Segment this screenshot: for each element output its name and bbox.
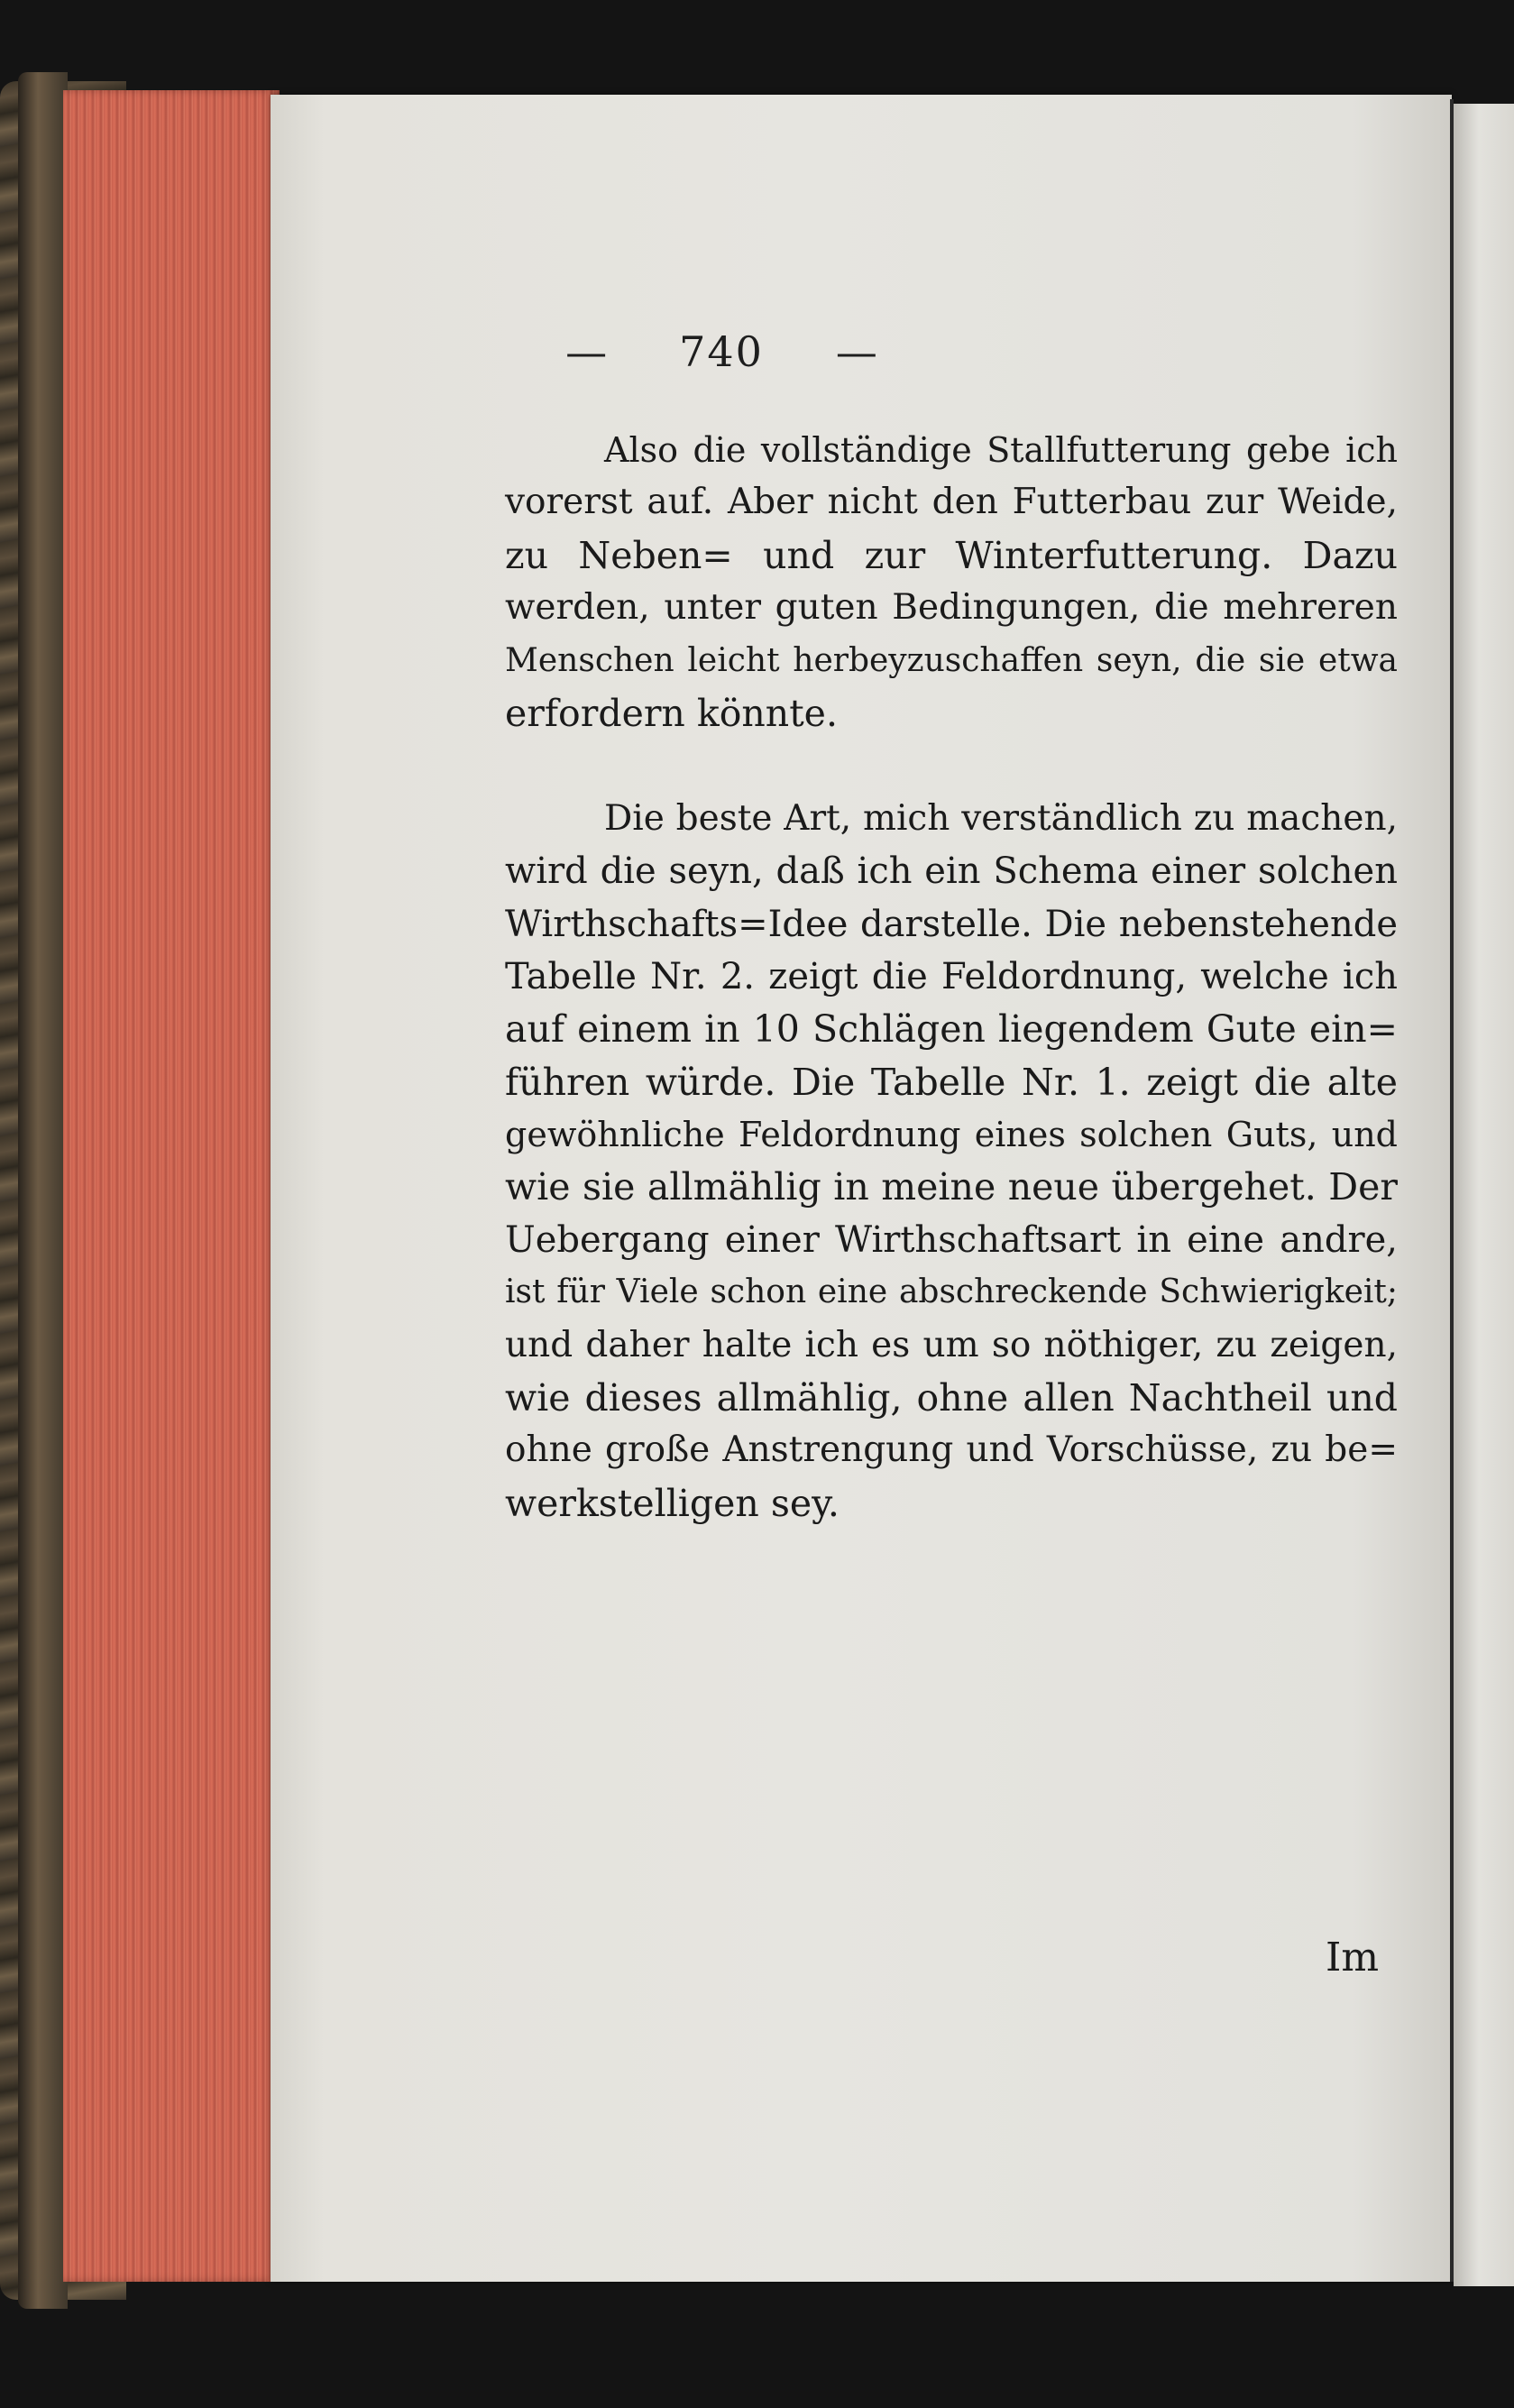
paragraph-1	[505, 424, 1398, 740]
text-line: vorerst auf. Aber nicht den Futterbau zur Weide,	[505, 482, 1398, 523]
text-line: auf einem in 10 Schlägen liegendem Gute ein=	[505, 1007, 1398, 1052]
text-line: ist für Viele schon eine abschreckende Schwierigkeit;	[505, 1273, 1398, 1311]
text-line: Also die vollständige Stallfutterung gebe ich	[604, 430, 1398, 470]
text-line: Die beste Art, mich verständlich zu machen,	[604, 797, 1398, 839]
text-line: und daher halte ich es um so nöthiger, zu zeigen,	[505, 1324, 1398, 1365]
text-line: Tabelle Nr. 2. zeigt die Feldordnung, welche ich	[505, 955, 1398, 997]
text-line: werkstelligen sey.	[505, 1481, 840, 1525]
text-line: wird die seyn, daß ich ein Schema einer solchen	[505, 850, 1398, 893]
paragraph-gap	[505, 740, 1398, 792]
facing-page-edge	[1454, 104, 1514, 2286]
text-line: führen würde. Die Tabelle Nr. 1. zeigt die alte	[505, 1060, 1398, 1104]
text-line: Uebergang einer Wirthschaftsart in eine andre,	[505, 1218, 1398, 1261]
page-number: 740	[679, 327, 764, 376]
page-body	[505, 424, 1398, 1530]
text-line: wie sie allmählig in meine neue übergehet. Der	[505, 1165, 1398, 1209]
text-line: zu Neben= und zur Winterfutterung. Dazu	[505, 533, 1398, 577]
text-line: wie dieses allmählig, ohne allen Nachtheil und	[505, 1376, 1398, 1420]
book-spine-edge	[18, 72, 68, 2309]
text-line: Wirthschafts=Idee darstelle. Die nebenstehende	[505, 903, 1398, 945]
text-line: erfordern könnte.	[505, 691, 838, 735]
text-line: gewöhnliche Feldordnung eines solchen Guts, und	[505, 1115, 1398, 1155]
text-line: werden, unter guten Bedingungen, die mehreren	[505, 587, 1398, 629]
header-right-dash: —	[835, 327, 877, 376]
page-header	[289, 320, 1154, 383]
text-line: Menschen leicht herbeyzuschaffen seyn, die sie etwa	[505, 641, 1398, 679]
paragraph-2	[505, 793, 1398, 1530]
page-edges	[63, 90, 280, 2282]
header-left-dash: —	[565, 327, 608, 376]
catchword: Im	[1326, 1935, 1380, 1981]
text-line: ohne große Anstrengung und Vorschüsse, zu be=	[505, 1429, 1398, 1471]
